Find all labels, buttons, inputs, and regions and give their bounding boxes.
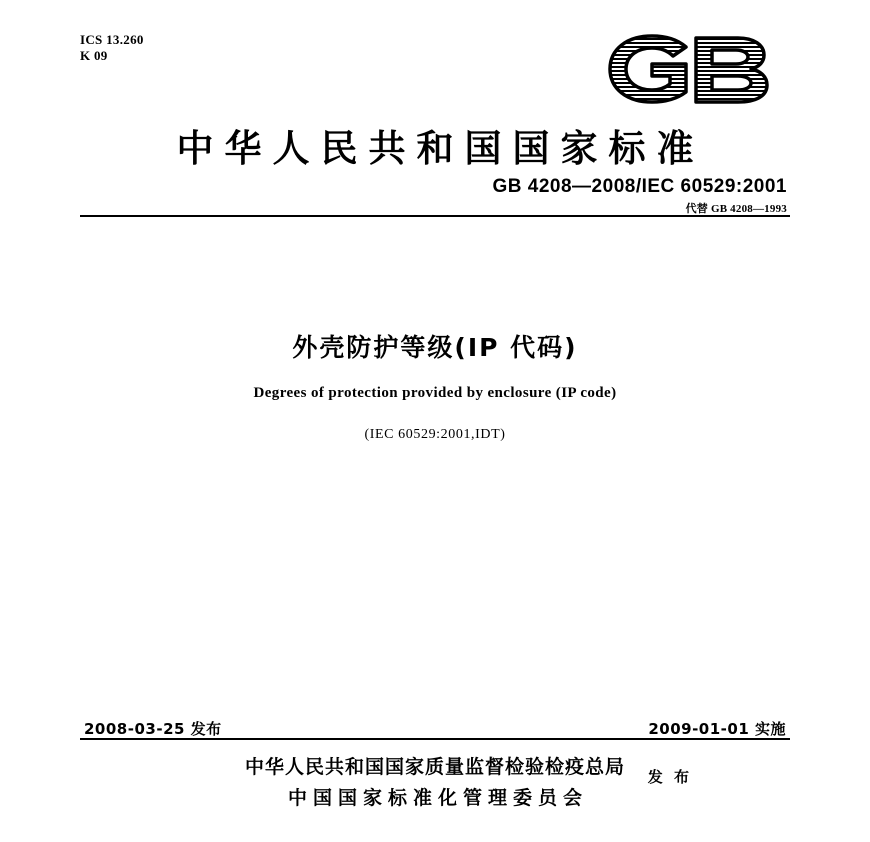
gb-emblem-icon bbox=[600, 26, 790, 112]
standard-number: GB 4208—2008/IEC 60529:2001 bbox=[492, 176, 787, 197]
document-title-en: Degrees of protection provided by enclosure (IP code) bbox=[253, 385, 617, 401]
document-title-cn: 外壳防护等级(IP 代码) bbox=[292, 333, 578, 362]
replaces-standard: 代替 GB 4208—1993 bbox=[685, 203, 787, 215]
divider-top bbox=[80, 215, 790, 217]
issuing-authority-line2: 中国国家标准化管理委员会 bbox=[287, 787, 588, 809]
ics-code: ICS 13.260 bbox=[80, 32, 144, 47]
national-standard-heading: 中华人民共和国国家标准 bbox=[176, 127, 705, 170]
classification-code: K 09 bbox=[80, 48, 108, 64]
standard-number-block bbox=[493, 176, 787, 216]
ics-classification-block bbox=[80, 32, 144, 65]
issue-date: 2008-03-25 发布 bbox=[84, 720, 222, 738]
document-title-reference: (IEC 60529:2001,IDT) bbox=[364, 427, 506, 442]
issuing-authority-line1: 中华人民共和国国家质量监督检验检疫总局 bbox=[244, 756, 625, 778]
issuer-publish-label: 发 布 bbox=[647, 768, 692, 786]
issuing-authority-block bbox=[0, 752, 870, 810]
implementation-date: 2009-01-01 实施 bbox=[648, 720, 786, 738]
